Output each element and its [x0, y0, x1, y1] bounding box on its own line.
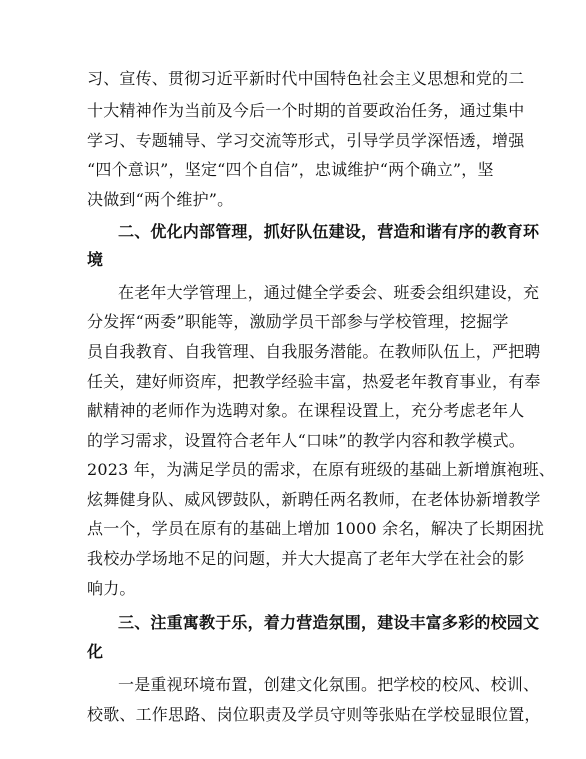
- section-3-heading-line-2: 化: [87, 642, 104, 661]
- paragraph-1-line-3: 学习、专题辅导、学习交流等形式，引导学员学深悟透，增强: [87, 131, 525, 150]
- paragraph-2-line-8: 炫舞健身队、威风锣鼓队，新聘任两名教师，在老体协新增教学: [87, 490, 541, 509]
- section-3-heading-line-1: 三、注重寓教于乐，着力营造氛围，建设丰富多彩的校园文: [118, 613, 540, 632]
- paragraph-2-line-11: 响力。: [87, 579, 136, 598]
- paragraph-2-line-5: 献精神的老师作为选聘对象。在课程设置上，充分考虑老年人: [87, 401, 525, 420]
- paragraph-1-line-1: 习、宣传、贯彻习近平新时代中国特色社会主义思想和党的二: [87, 69, 525, 88]
- paragraph-2-line-10: 我校办学场地不足的问题，并大大提高了老年大学在社会的影: [87, 549, 525, 568]
- paragraph-1-line-2: 十大精神作为当前及今后一个时期的首要政治任务，通过集中: [87, 101, 525, 120]
- paragraph-2-line-7: 2023 年，为满足学员的需求，在原有班级的基础上新增旗袍班、: [87, 460, 556, 479]
- paragraph-1-line-5: 决做到“两个维护”。: [87, 190, 234, 209]
- paragraph-2-line-3: 员自我教育、自我管理、自我服务潜能。在教师队伍上，严把聘: [87, 342, 541, 361]
- paragraph-1-line-4: “四个意识”，坚定“四个自信”，忠诚维护“两个确立”，坚: [87, 160, 494, 179]
- paragraph-2-line-9: 点一个，学员在原有的基础上增加 1000 余名，解决了长期困扰: [87, 519, 545, 538]
- paragraph-2-line-6: 的学习需求，设置符合老年人“口味”的教学内容和教学模式。: [87, 431, 525, 450]
- paragraph-3-line-1: 一是重视环境布置，创建文化氛围。把学校的校风、校训、: [118, 675, 540, 694]
- section-2-heading-line-1: 二、优化内部管理，抓好队伍建设，营造和谐有序的教育环: [118, 222, 540, 241]
- paragraph-2-line-4: 任关，建好师资库，把教学经验丰富，热爱老年教育事业，有奉: [87, 372, 541, 391]
- paragraph-2-line-2: 分发挥“两委”职能等，激励学员干部参与学校管理，挖掘学: [87, 312, 509, 331]
- section-2-heading-line-2: 境: [87, 250, 104, 269]
- paragraph-2-line-1: 在老年大学管理上，通过健全学委会、班委会组织建设，充: [118, 283, 540, 302]
- paragraph-3-line-2: 校歌、工作思路、岗位职责及学员守则等张贴在学校显眼位置，: [87, 705, 541, 724]
